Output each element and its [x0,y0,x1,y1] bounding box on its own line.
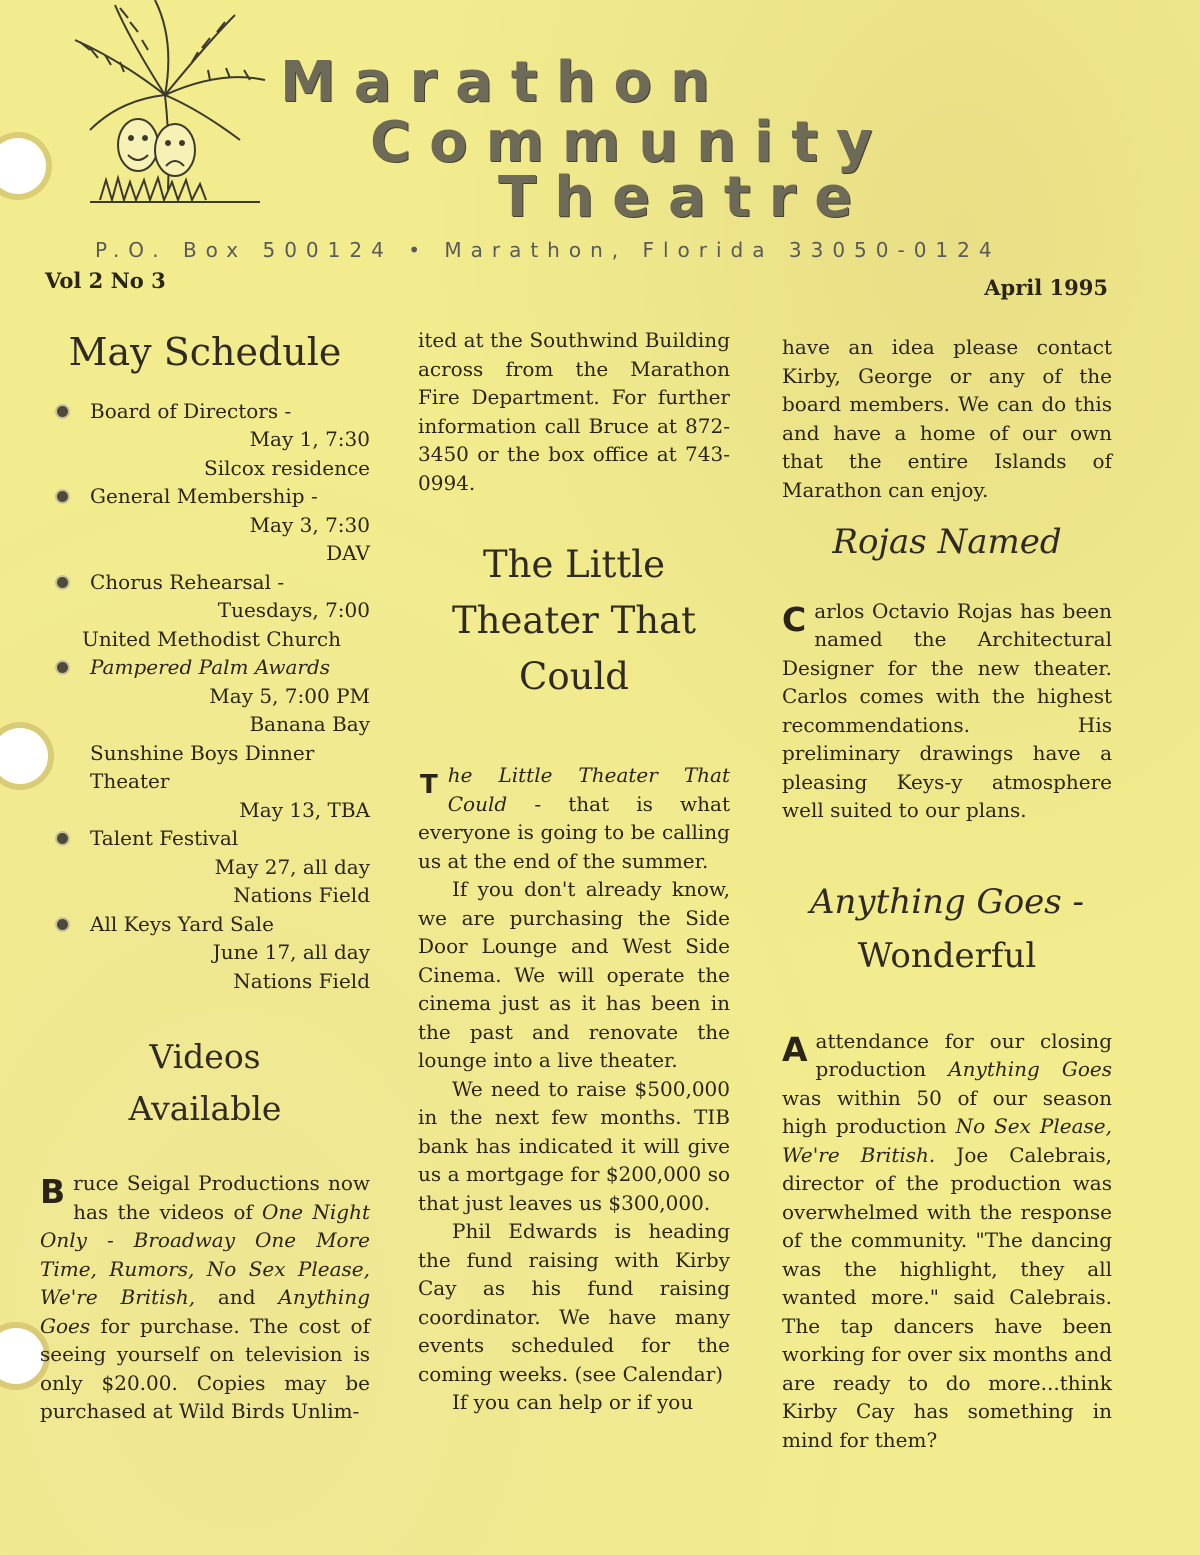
heading-line: The Little [482,543,666,586]
schedule-item [40,910,370,996]
column-left [40,330,370,1426]
article-text: Joe Calebrais, director of the production was overwhelmed with the response of the community. "The dancing was the highlight, they all wanted more." said Calebrais. The tap dancers have been working for over six months and are ready to do more...think Kirby Cay has something in mind for them? [782,1142,1112,1452]
event-detail: May 1, 7:30 [249,427,370,451]
event-detail: Silcox residence [204,455,370,480]
rojas-article [782,597,1112,825]
may-schedule-heading: May Schedule [68,330,342,374]
mailing-address: P.O. Box 500124 • Marathon, Florida 33050-0124 [95,238,1001,262]
videos-available-heading [40,1031,370,1135]
little-theater-paragraph [418,761,730,875]
videos-article-continued: ited at the Southwind Building across from the Marathon Fire Department. For further information call Bruce at 872-3450 or the box office at 743-0994. [418,328,730,495]
article-text-italic: One Night Only - Broadway One More Time, Rumors, No Sex Please, We're British, [40,1199,370,1309]
schedule-item [40,397,370,483]
schedule-list [40,397,370,996]
volume-number: Vol 2 No 3 [45,268,166,293]
event-detail: United Methodist Church [82,626,342,651]
drop-cap: C [782,599,807,639]
event-detail: May 3, 7:30 [249,512,370,537]
masthead-theatre: Theatre [498,165,871,230]
column-middle [418,326,730,1417]
article-text: and [195,1285,279,1309]
article-text-italic: No Sex Please, We're British. [782,1114,1112,1167]
event-name: General Membership - [90,484,318,508]
binder-hole-bottom [0,1328,44,1384]
palm-tree-theatre-masks-logo [60,0,270,210]
issue-date: April 1995 [984,275,1108,300]
schedule-item [40,739,370,825]
event-name: Chorus Rehearsal - [90,569,285,594]
drop-cap: B [40,1172,66,1211]
masthead [0,0,1200,300]
masthead-marathon: Marathon [280,50,728,115]
schedule-item [40,568,370,654]
article-text: attendance for our closing production [815,1028,1112,1081]
event-detail: Nations Field [233,968,370,993]
little-theater-heading [418,537,730,705]
event-detail: Tuesdays, 7:00 [217,598,370,622]
masthead-community: Community [370,110,891,175]
event-detail: June 17, all day [212,940,370,964]
event-name: Talent Festival [90,826,239,850]
event-detail: May 5, 7:00 PM [209,683,370,708]
article-text-italic: Anything Goes [40,1285,370,1338]
bullet-icon [57,833,68,844]
article-text: was within 50 of our season high production [782,1085,1112,1138]
heading-line: Available [128,1089,282,1128]
event-name: Pampered Palm Awards [90,655,331,679]
bullet-icon [57,577,68,588]
event-detail: DAV [326,541,370,565]
heading-line: Videos [149,1037,261,1076]
bullet-icon [57,406,68,417]
drop-cap: T [420,770,438,800]
event-name: Board of Directors - [90,398,292,423]
article-text-italic: Anything Goes [948,1057,1112,1081]
event-detail: Nations Field [233,883,370,907]
anything-goes-article [782,1027,1112,1455]
little-theater-paragraph: If you don't already know, we are purchasing the Side Door Lounge and West Side Cinema. We will operate the cinema just as it has been in the past and renovate the lounge into a live theater. [418,877,730,1072]
heading-line: Theater That [451,599,697,642]
heading-line: Wonderful [857,935,1037,976]
bullet-icon [57,491,68,502]
bullet-icon [57,662,68,673]
article-text-italic: he Little Theater That Could [447,763,730,816]
schedule-item [40,482,370,568]
bullet-icon [57,919,68,930]
little-theater-continued: have an idea please contact Kirby, George or any of the board members. We can do this and have a home of our own that the entire Islands of Marathon can enjoy. [782,335,1112,502]
videos-article [40,1169,370,1426]
little-theater-paragraph: Phil Edwards is heading the fund raising with Kirby Cay as his fund raising coordinator. We have many events scheduled for the coming weeks. (see Calendar) [418,1219,730,1386]
rojas-named-heading: Rojas Named [832,522,1062,562]
event-name: Sunshine Boys Dinner Theater [90,740,315,793]
little-theater-paragraph: We need to raise $500,000 in the next few months. TIB bank has indicated it will give us a mortgage for $200,000 so that just leaves us $300,000. [418,1076,730,1215]
heading-line: Could [519,655,629,698]
little-theater-paragraph: If you can help or if you [452,1390,694,1414]
article-text: - that is what everyone is going to be calling us at the end of the summer. [418,791,730,873]
article-text: for purchase. The cost of seeing yourself on television is only $20.00. Copies may be purchased at Wild Birds Unlim- [40,1313,370,1423]
event-detail: Banana Bay [249,712,370,736]
anything-goes-heading [782,875,1112,983]
schedule-item [40,824,370,910]
heading-line: Anything Goes - [809,881,1085,922]
event-detail: May 27, all day [214,854,370,879]
article-text: arlos Octavio Rojas has been named the Architectural Designer for the new theater. Carlos comes with the highest recommendations. His preliminary drawings have a pleasing Keys-y atmosphere well suited to our plans. [782,598,1112,822]
schedule-item [40,653,370,739]
article-text: ruce Seigal Productions now has the videos of [73,1171,370,1224]
drop-cap: A [782,1029,808,1069]
column-right [782,333,1112,1454]
event-name: All Keys Yard Sale [90,911,274,936]
event-detail: May 13, TBA [239,797,370,822]
